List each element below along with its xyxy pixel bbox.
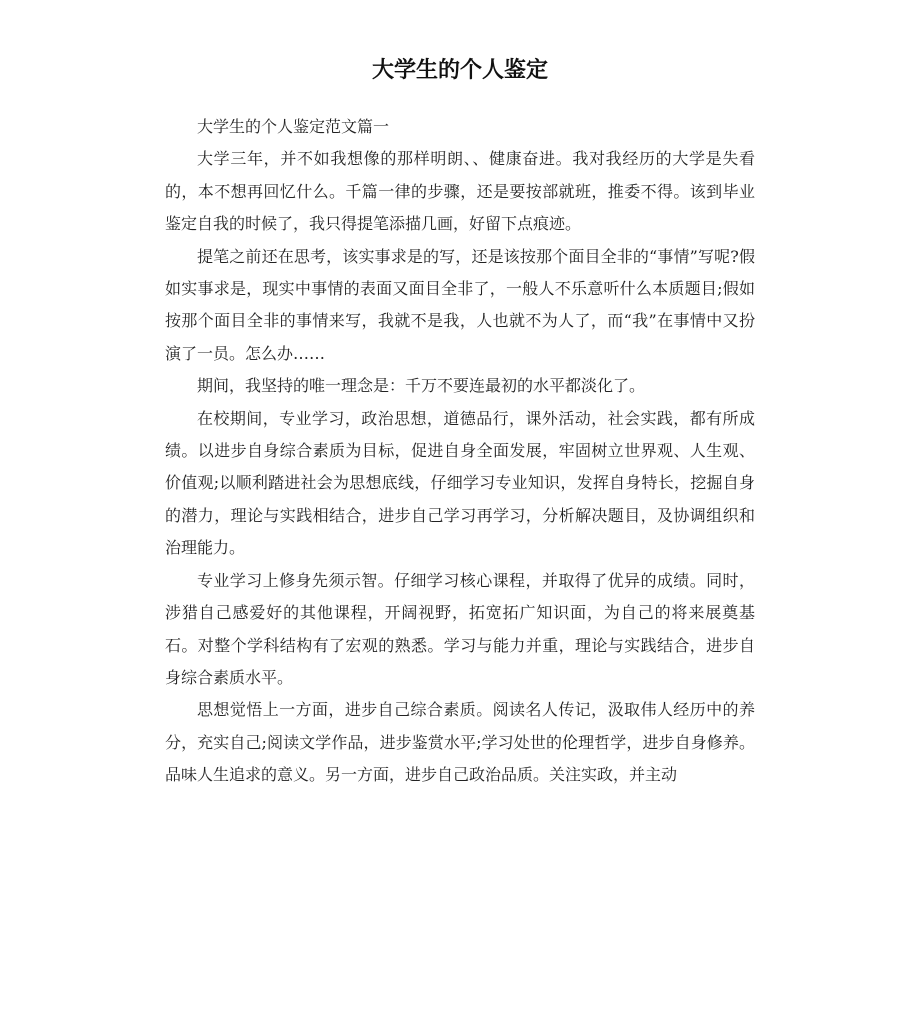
paragraph: 提笔之前还在思考，该实事求是的写，还是该按那个面目全非的“事情”写呢?假如实事求是，现实中事情的表面又面目全非了，一般人不乐意听什么本质题目;假如按那个面目全非的事情来写，我就不是我，人也就不为人了，而“我”在事情中又扮演了一员。怎么办…… xyxy=(165,246,755,363)
paragraph: 专业学习上修身先须示智。仔细学习核心课程，并取得了优异的成绩。同时，涉猎自己感爱好的其他课程，开阔视野，拓宽拓广知识面，为自己的将来展奠基石。对整个学科结构有了宏观的熟悉。学习与能力并重，理论与实践结合，进步自身综合素质水平。 xyxy=(165,570,755,687)
paragraph: 思想觉悟上一方面，进步自己综合素质。阅读名人传记，汲取伟人经历中的养分，充实自己;阅读文学作品，进步鉴赏水平;学习处世的伦理哲学，进步自身修养。品味人生追求的意义。另一方面，进步自己政治品质。关注实政，并主动 xyxy=(165,700,755,785)
paragraph: 期间，我坚持的唯一理念是：千万不要连最初的水平都淡化了。 xyxy=(197,376,646,396)
paragraph: 大学三年，并不如我想像的那样明朗、、健康奋进。我对我经历的大学是失看的，本不想再回忆什么。千篇一律的步骤，还是要按部就班，推委不得。该到毕业鉴定自我的时候了，我只得提笔添描几画，好留下点痕迹。 xyxy=(165,149,755,234)
document-title: 大学生的个人鉴定 xyxy=(371,58,548,83)
document-body xyxy=(165,111,755,792)
paragraph: 在校期间，专业学习，政治思想，道德品行，课外活动，社会实践，都有所成绩。以进步自身综合素质为目标，促进自身全面发展，牢固树立世界观、人生观、价值观;以顺利踏进社会为思想底线，仔细学习专业知识，发挥自身特长，挖掘自身的潜力，理论与实践相结合，进步自己学习再学习，分析解决题目，及协调组织和治理能力。 xyxy=(165,408,755,558)
paragraph-section-heading: 大学生的个人鉴定范文篇一 xyxy=(197,117,390,136)
